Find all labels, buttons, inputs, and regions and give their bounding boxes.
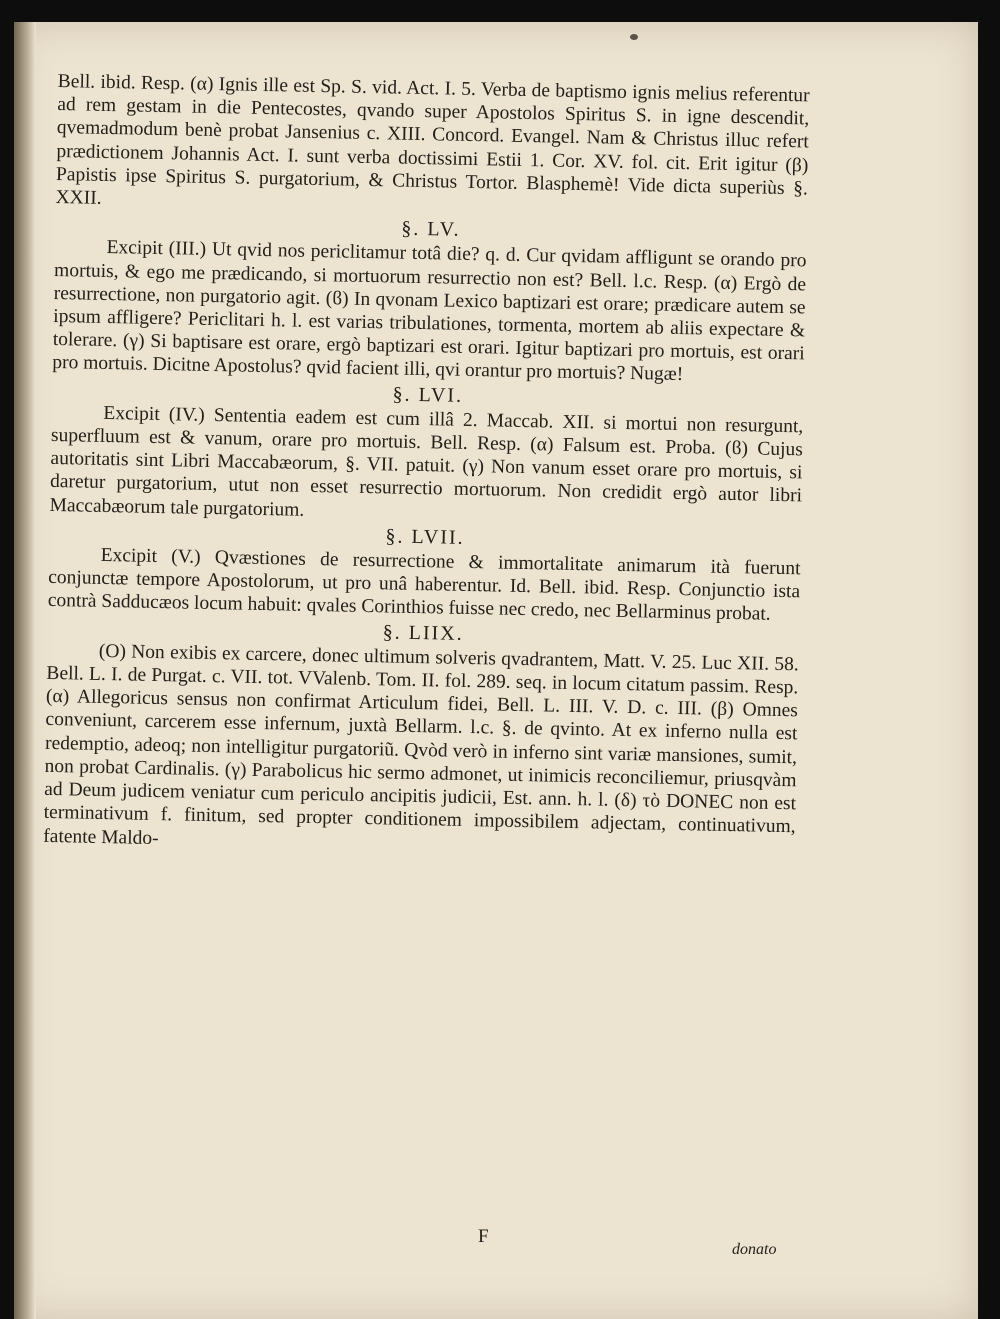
- paragraph-lvii: Excipit (V.) Qvæstiones de resurrectione & immortalitate animarum ità fuerunt conjunctæ tempore Apostolorum, ut pro unâ haberentur. Id. Bell. ibid. Resp. Conjunctio ista contrà Sadducæos locum habuit: qvales Corinthios fuisse nec credo, nec Bellarminus probat.: [47, 544, 801, 626]
- section-heading-liix: §. LIIX.: [382, 621, 464, 645]
- section-heading-lv: §. LV.: [401, 217, 461, 241]
- paragraph-liix: (O) Non exibis ex carcere, donec ultimum solveris qvadrantem, Matt. V. 25. Luc XII. 58. Bell. L. I. de Purgat. c. VII. tot. VValenb. Tom. II. fol. 289. seq. in locum citatum passim. Resp. (α) Allegoricus sensus non confirmat Articulum fidei, Bell. L. III. V. D. c. III. (β) Omnes conveniunt, carcerem esse infernum, juxtà Bellarm. l.c. §. de qvinto. At ex inferno nulla est redemptio, adeoq; non intelligitur purgatoriũ. Qvòd verò in inferno sint variæ mansiones, sumit, non probat Cardinalis. (γ) Parabolicus hic sermo admonet, ut inimicis reconciliemur, priusqvàm ad Deum judicem veniatur cum periculo ancipitis judicii, Est. ann. h. l. (δ) τὸ DONEC non est terminativum f. finitum, sed propter conditionem impossibilem adjectam, continuativum, fatente Maldo-: [43, 640, 799, 849]
- signature-mark: F: [478, 1226, 489, 1247]
- section-heading-lvii: §. LVII.: [385, 525, 465, 549]
- catchword: donato: [732, 1241, 777, 1258]
- section-heading-lvi: §. LVI.: [392, 383, 464, 407]
- paragraph-lvi: Excipit (IV.) Sententia eadem est cum illâ 2. Maccab. XII. si mortui non resurgunt, superfluum est & vanum, orare pro mortuis. Bell. Resp. (α) Falsum est. Proba. (ϐ) Cujus autoritatis sint Libri Maccabæorum, §. VII. patuit. (γ) Non vanum esset orare pro mortuis, si daretur purgatorium, utut non esset resurrectio mortuorum. Non credidit ergò autor libri Maccabæorum tale purgatorium.: [49, 402, 804, 521]
- ink-speck: [630, 34, 638, 40]
- binding-gutter: [14, 22, 36, 1319]
- body-text: [43, 70, 810, 862]
- paragraph-continued: Bell. ibid. Resp. (α) Ignis ille est Sp. S. vid. Act. I. 5. Verba de baptismo ignis melius referentur ad rem gestam in die Pentecostes, qvando super Apostolos Spiritus S. in igne descendit, qvemadmodum benè probat Jansenius c. XIII. Concord. Evangel. Nam & Christus illuc refert prædictionem Johannis Act. I. sunt verba doctissimi Estii 1. Cor. XV. fol. cit. Erit igitur (β) Papistis ipse Spiritus S. purgatorium, & Christus Tortor. Blasphemè! Vide dicta superiùs §. XXII.: [55, 70, 810, 209]
- paragraph-lv: Excipit (III.) Ut qvid nos periclitamur totâ die? q. d. Cur qvidam affligunt se orando pro mortuis, & ego me prædicando, si mortuorum resurrectio non est? Bell. l.c. Resp. (α) Ergò de resurrectione, non purgatorio agit. (ϐ) In qvonam Lexico baptizari est orare; prædicare autem se ipsum affligere? Periclitari h. l. est varias tribulationes, tormenta, mortem ab aliis expectare & tolerare. (γ) Si baptisare est orare, ergò baptizari est orari. Igitur baptizari pro mortuis, est orari pro mortuis. Dicitne Apostolus? qvid facient illi, qvi orantur pro mortuis? Nugæ!: [52, 237, 807, 386]
